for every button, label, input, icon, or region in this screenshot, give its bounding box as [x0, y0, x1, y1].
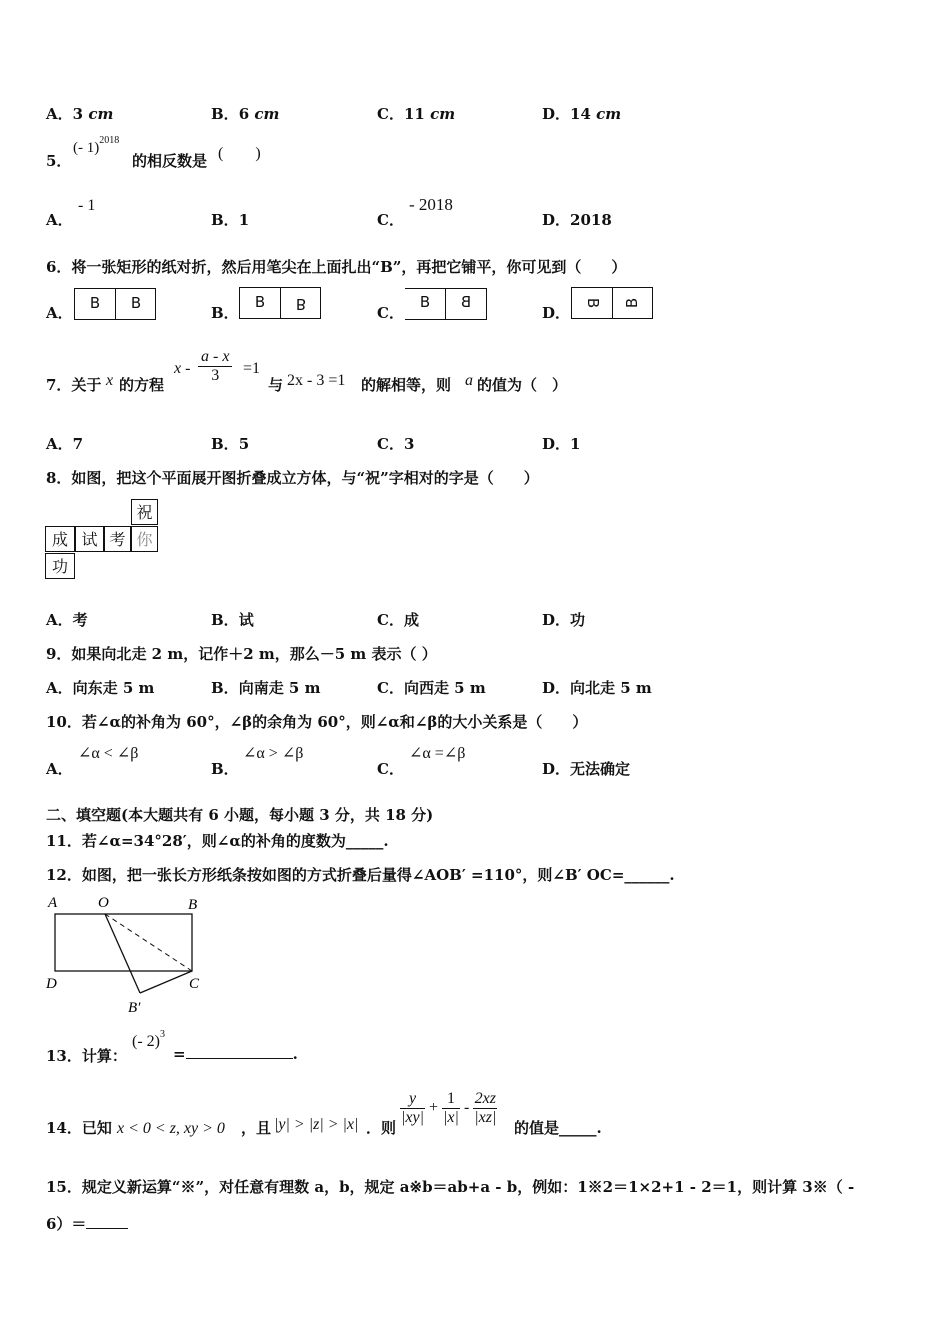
q7-var-x: x — [106, 372, 114, 389]
fold-diagram — [40, 890, 220, 1020]
q14-text-4: 的值是_____. — [514, 1119, 602, 1137]
q13-answer: = . — [173, 1045, 298, 1063]
q14-text-1: 14．已知 — [46, 1119, 112, 1137]
net-cell-zhu: 祝 — [131, 499, 158, 525]
q6-option-c-letter: C． — [377, 304, 404, 322]
q6-text: 6．将一张矩形的纸对折，然后用笔尖在上面扎出“B”，再把它铺平，你可见到（ ） — [46, 258, 627, 276]
q4-option-c: C．11 cm — [377, 105, 456, 123]
q15-line-2: 6）＝ — [46, 1213, 128, 1234]
q6-c-right-b-mirrored: B — [460, 293, 472, 311]
q6-d-right-b-rotated: B — [623, 297, 641, 309]
q6-option-a-letter: A． — [46, 304, 73, 322]
q5-option-c: C． — [377, 211, 404, 229]
q9-text: 9．如果向北走 2 m，记作＋2 m，那么－5 m 表示（ ） — [46, 645, 437, 663]
q7-frac-num: a - x — [198, 348, 232, 367]
q14-text-2: ，且 — [241, 1119, 272, 1137]
q9-option-c: C．向西走 5 m — [377, 679, 486, 697]
q8-option-d: D．功 — [542, 611, 586, 629]
q13-expression: (- 2)$^3$ — [132, 1029, 165, 1050]
q10-option-b-value: ∠α > ∠β — [243, 745, 304, 762]
label-b: B — [188, 897, 198, 913]
q8-text: 8．如图，把这个平面展开图折叠成立方体，与“祝”字相对的字是（ ） — [46, 469, 539, 487]
q10-option-a: A． — [46, 760, 73, 778]
q7-var-a: a — [465, 372, 473, 389]
q7-text-4: 的解相等，则 — [361, 376, 452, 394]
q5-option-c-value: - 2018 — [409, 195, 453, 214]
q5-number: 5． — [46, 152, 72, 170]
label-o: O — [98, 895, 109, 911]
q4-option-a: A．3 cm — [46, 105, 114, 123]
q15-line-1: 15．规定义新运算“※”，对任意有理数 a，b，规定 a※b＝ab+a - b，例如：1※2＝1×2+1 - 2＝1，则计算 3※（ - — [46, 1178, 855, 1196]
q10-option-a-value: ∠α < ∠β — [78, 745, 139, 762]
q5-option-a-value: - 1 — [78, 197, 96, 214]
q7-eq-lhs: x - — [174, 360, 191, 377]
net-cell-kao: 考 — [104, 526, 131, 552]
q7-text-3: 与 — [268, 376, 284, 394]
q5-option-a: A． — [46, 211, 73, 229]
q5-expression: (- 1)$^{2018}$ — [73, 135, 120, 156]
q9-option-a: A．向东走 5 m — [46, 679, 155, 697]
q14-condition: x < 0 < z, xy > 0 — [117, 1120, 225, 1137]
q10-option-c: C． — [377, 760, 404, 778]
q8-option-a: A．考 — [46, 611, 88, 629]
q6-a-right-b: B — [130, 294, 142, 312]
q5-text: 的相反数是 — [132, 152, 208, 170]
q12-text: 12．如图，把一张长方形纸条按如图的方式折叠后量得∠AOB′ =110°，则∠B′ OC=______. — [46, 866, 675, 884]
q7-fraction — [198, 348, 232, 385]
net-cell-ni: 你 — [131, 526, 158, 552]
q6-d-left-b-rotated: B — [584, 297, 602, 309]
q6-option-d-figure — [571, 287, 653, 319]
q14-text-3: ．则 — [366, 1119, 397, 1137]
q13-text: 13．计算： — [46, 1047, 127, 1065]
q6-option-c-figure — [405, 288, 487, 320]
q7-option-c: C．3 — [377, 435, 415, 453]
net-cell-shi: 试 — [75, 526, 104, 552]
q10-text: 10．若∠α的补角为 60°，∠β的余角为 60°，则∠α和∠β的大小关系是（ ） — [46, 713, 588, 731]
q7-text-2: 的方程 — [119, 376, 165, 394]
label-b-prime: B′ — [128, 1000, 141, 1016]
q5-paren: ( ) — [218, 145, 261, 162]
q14-expression: $\frac{y}{|xy|}$ + $\frac{1}{|x|}$ - $\frac{2xz}{|xz|}$ — [401, 1090, 497, 1126]
q6-option-b-letter: B． — [211, 304, 239, 322]
q6-option-b-figure — [239, 287, 321, 319]
label-a: A — [48, 895, 58, 911]
q5-option-d: D．2018 — [542, 211, 612, 229]
q9-option-d: D．向北走 5 m — [542, 679, 652, 697]
q4-option-b: B．6 cm — [211, 105, 280, 123]
question-11: 11．若∠α=34°28′，则∠α的补角的度数为_____. — [46, 832, 389, 850]
q10-option-b: B． — [211, 760, 239, 778]
q7-text-5: 的值为（ ） — [477, 376, 568, 394]
q10-option-c-value: ∠α =∠β — [409, 745, 466, 762]
q6-b-right-b-flipped: B — [295, 295, 307, 313]
label-d: D — [46, 976, 57, 992]
q7-text-1: 7．关于 — [46, 376, 102, 394]
q5-option-b: B．1 — [211, 211, 250, 229]
q9-option-b: B．向南走 5 m — [211, 679, 321, 697]
q7-option-a: A．7 — [46, 435, 84, 453]
q6-option-a-figure — [74, 288, 156, 320]
q6-b-left-b: B — [254, 293, 266, 311]
q10-option-d: D．无法确定 — [542, 760, 631, 778]
q7-eq-rhs: =1 — [243, 360, 261, 377]
section-2-heading: 二、填空题(本大题共有 6 小题，每小题 3 分，共 18 分) — [46, 806, 434, 824]
q6-c-left-b: B — [419, 293, 431, 311]
q6-option-d-letter: D． — [542, 304, 571, 322]
q7-frac-den: 3 — [211, 367, 220, 384]
q8-option-c: C．成 — [377, 611, 419, 629]
q6-a-left-b: B — [89, 294, 101, 312]
line-bprime-c — [140, 971, 192, 993]
net-cell-cheng: 成 — [45, 526, 75, 552]
q14-abs-ineq: |y| > |z| > |x| — [274, 1116, 359, 1133]
q7-option-d: D．1 — [542, 435, 581, 453]
net-cell-gong: 功 — [45, 553, 75, 579]
q8-option-b: B．试 — [211, 611, 254, 629]
q7-option-b: B．5 — [211, 435, 250, 453]
strip-rect — [55, 914, 192, 971]
label-c: C — [189, 976, 200, 992]
q7-eq2: 2x - 3 =1 — [287, 372, 346, 389]
q4-option-d: D．14 cm — [542, 105, 622, 123]
